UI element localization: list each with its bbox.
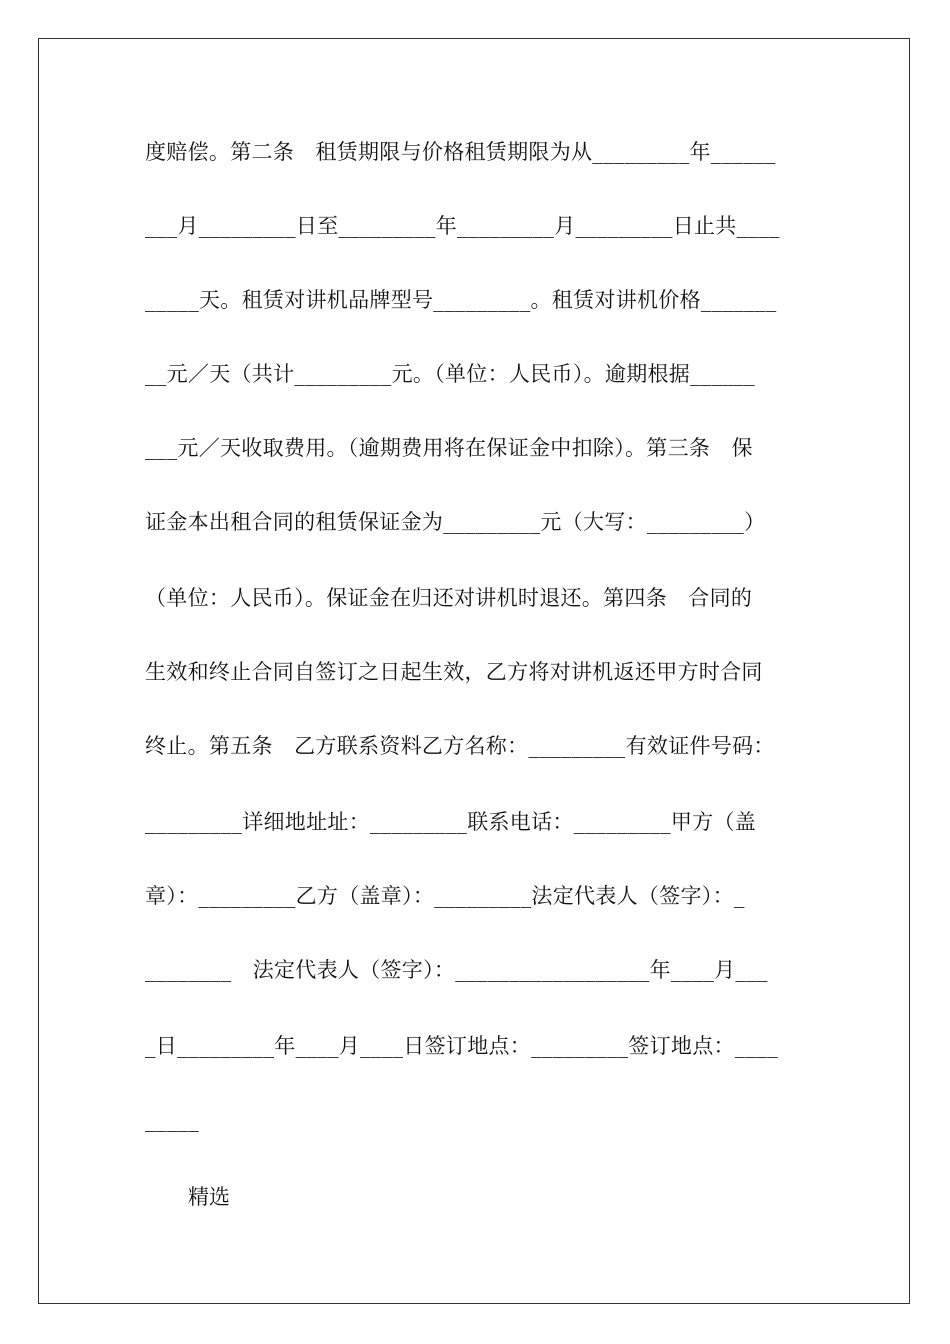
text-line: __元／天（共计_________元。（单位：人民币）。逾期根据______: [145, 362, 755, 386]
text-line: 章）：_________乙方（盖章）：_________法定代表人（签字）：_: [145, 884, 745, 908]
text-line: _____: [145, 1108, 199, 1132]
text-line: 度赔偿。第二条 租赁期限与价格租赁期限为从_________年______: [145, 140, 776, 164]
text-line: ___元／天收取费用。（逾期费用将在保证金中扣除）。第三条 保: [145, 436, 753, 460]
text-line: 证金本出租合同的租赁保证金为_________元（大写：_________）: [145, 510, 766, 534]
text-line: （单位：人民币）。保证金在归还对讲机时退还。第四条 合同的: [145, 586, 753, 610]
text-line: _________详细地址址：_________联系电话：_________甲方（盖: [145, 810, 757, 834]
text-line: 生效和终止合同自签订之日起生效，乙方将对讲机返还甲方时合同: [145, 660, 763, 684]
text-line: _日_________年____月____日签订地点：_________签订地点：____: [145, 1034, 778, 1058]
text-line: ________ 法定代表人（签字）：__________________年____月___: [145, 958, 768, 982]
text-line: _____天。租赁对讲机品牌型号_________。租赁对讲机价格_______: [145, 288, 777, 312]
text-line: 终止。第五条 乙方联系资料乙方名称：_________有效证件号码：: [145, 734, 775, 758]
text-line: ___月_________日至_________年_________月_________日止共____: [145, 214, 780, 238]
footer-label: 精选: [188, 1185, 230, 1209]
